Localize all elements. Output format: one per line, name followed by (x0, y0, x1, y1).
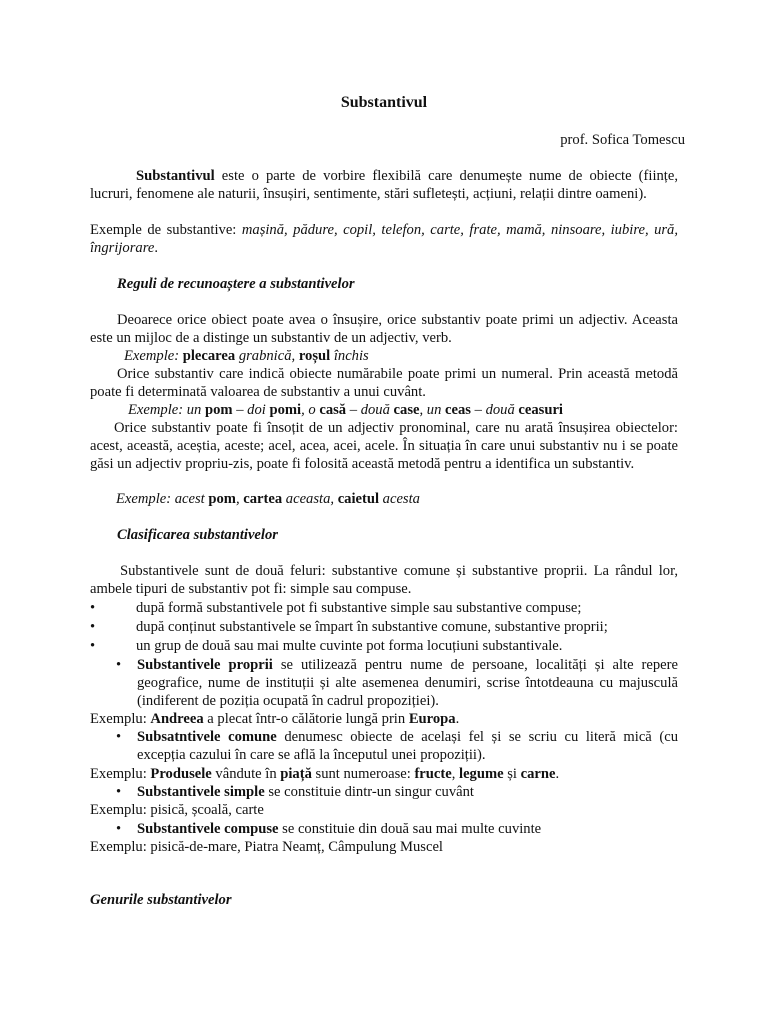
intro-term: Substantivul (136, 168, 215, 184)
intro-paragraph (90, 168, 678, 204)
page-title: Substantivul (340, 94, 428, 111)
rules-example-1: Exemple: plecarea grabnică, roșul închis (124, 348, 369, 364)
bullet-icon: • (116, 784, 122, 800)
example-simple: Exemplu: pisică, școală, carte (90, 802, 264, 818)
heading-rules: Reguli de recunoaștere a substantivelor (117, 276, 355, 292)
example-proprii: Exemplu: Andreea a plecat într-o călătorie lungă prin Europa. (90, 711, 460, 727)
example-compuse: Exemplu: pisică-de-mare, Piatra Neamț, Câmpulung Muscel (90, 839, 443, 855)
rules-example-2: Exemple: un pom – doi pomi, o casă – două case, un ceas – două ceasuri (128, 402, 563, 418)
bullet-icon: • (116, 729, 122, 745)
bullet-icon: • (90, 638, 96, 654)
rules-paragraph-3: Orice substantiv poate fi însoțit de un adjectiv pronominal, care nu arată însușirea obiectelor: acest, această, aceștia, aceste; acel, acea, acei, acele. În situația în care unui substantiv nu i se poate găsi un adjectiv propriu-zis, poate fi folosită această metodă pentru a identifica un substantiv. (90, 420, 678, 472)
bullet-icon: • (90, 619, 96, 635)
examples-list: mașină, pădure, copil, telefon, carte, frate, mamă, ninsoare, iubire, ură, îngrijorare (90, 222, 679, 256)
example-comune: Exemplu: Produsele vândute în piață sunt numeroase: fructe, legume și carne. (90, 766, 560, 782)
document-page: Substantivul prof. Sofica Tomescu Substantivul este o parte de vorbire flexibilă care denumește nume de obiecte (ființe, lucruri, fenomene ale naturii, însușiri, sentimente, stări sufletești, acțiuni, relații dintre oameni). Exemple de substantive: mașină, pădure, copil, telefon, carte, frate, mamă, ninsoare, iubire, ură, îngrijorare. Reguli de recunoaștere a substantivelor Deoarece orice obiect poate avea o însușire, orice substantiv poate primi un adjectiv. Aceasta este un mijloc de a distinge un substantiv de un adjectiv, verb. Exemple: plecarea grabnică, roșul închis Orice substantiv care indică obiecte numărabile poate primi un numeral. Prin această metodă poate fi determinată valoarea de substantiv a unui cuvânt. Exemple: un pom – doi pomi, o casă – două case, un ceas – două ceasuri Orice substantiv poate fi însoțit de un adjectiv pronominal, care nu arată însușirea obiectelor: acest, această, aceștia, aceste; acel, acea, acei, acele. În situația în care unui substantiv nu i se poate găsi un adjectiv propriu-zis, poate fi folosită această metodă pentru a identifica un substantiv. Exemple: acest pom, cartea aceasta, caietul acesta Clasificarea substantivelor Substantivele sunt de două feluri: substantive comune și substantive proprii. La rândul lor, ambele tipuri de substantiv pot fi: simple sau compuse. • după formă substantivele pot fi substantive simple sau substantive compuse; • după conținut substantivele se împart în substantive comune, substantive proprii; • un grup de două sau mai multe cuvinte pot forma locuțiuni substantivale. • Substantivele proprii se utilizează pentru nume de persoane, localități și alte repere geografice, nume de instituții și alte asemenea denumiri, scrise întotdeauna cu majusculă (indiferent de poziția ocupată în cadrul propoziției). Exemplu: Andreea a plecat într-o călătorie lungă prin Europa. • Subsatntivele comune denumesc obiecte de același fel și se scriu cu literă mică (cu excepția cazului în care se află la începutul unei propoziții). Exemplu: Produsele vândute în piață sunt numeroase: fructe, legume și carne. • Substantivele simple se constituie dintr-un singur cuvânt Exemplu: pisică, școală, carte • Substantivele compuse se constituie din două sau mai multe cuvinte Exemplu: pisică-de-mare, Piatra Neamț, Câmpulung Muscel Genurile substantivelor (0, 0, 768, 1024)
examples-paragraph (90, 222, 678, 258)
rules-paragraph-1: Deoarece orice obiect poate avea o însușire, orice substantiv poate primi un adjectiv. Aceasta este un mijloc de a distinge un substantiv de un adjectiv, verb. (90, 312, 678, 346)
intro-text: este o parte de vorbire flexibilă care denumește nume de obiecte (ființe, lucruri, fenomene ale naturii, însușiri, sentimente, stări sufletești, acțiuni, relații dintre oameni). (90, 168, 678, 202)
author-line: prof. Sofica Tomescu (560, 132, 685, 148)
classification-paragraph: Substantivele sunt de două feluri: substantive comune și substantive proprii. La rândul lor, ambele tipuri de substantiv pot fi: simple sau compuse. (90, 563, 678, 597)
examples-end: . (154, 239, 158, 256)
bullet-icon: • (90, 600, 96, 616)
examples-label: Exemple de substantive: (90, 222, 242, 238)
heading-genders: Genurile substantivelor (90, 892, 232, 908)
bullet-icon: • (116, 657, 122, 673)
rules-paragraph-2: Orice substantiv care indică obiecte numărabile poate primi un numeral. Prin această metodă poate fi determinată valoarea de substantiv a unui cuvânt. (90, 366, 678, 400)
heading-classification: Clasificarea substantivelor (117, 527, 278, 543)
rules-example-3: Exemple: acest pom, cartea aceasta, caietul acesta (116, 491, 420, 507)
bullet-icon: • (116, 821, 122, 837)
